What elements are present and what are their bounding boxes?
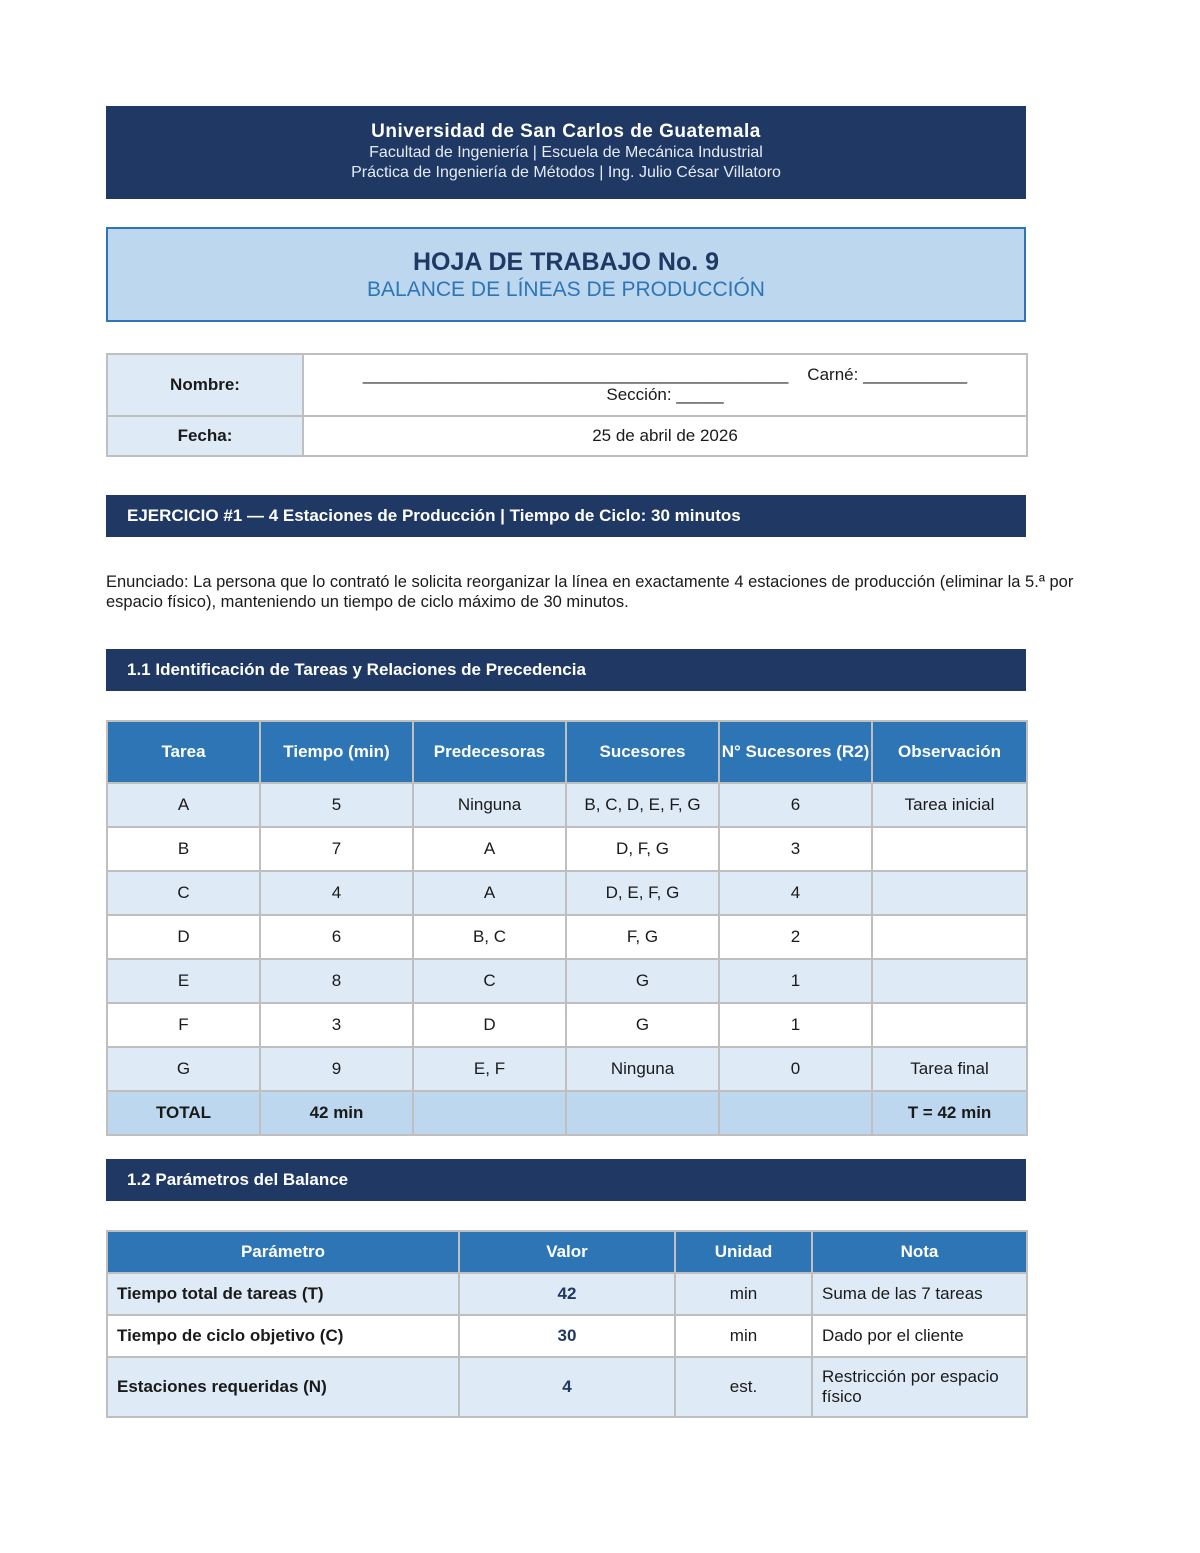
worksheet-title-box <box>106 227 1026 322</box>
university-header <box>106 106 1026 199</box>
table-cell: 7 <box>260 827 413 871</box>
table-cell: D <box>107 915 260 959</box>
table-cell <box>872 827 1027 871</box>
param-value: 42 <box>459 1273 675 1315</box>
table-cell <box>872 1003 1027 1047</box>
table-cell: 6 <box>719 783 872 827</box>
col-header-sucesores: Sucesores <box>566 721 719 783</box>
table-cell: Tarea final <box>872 1047 1027 1091</box>
total-row <box>107 1091 1027 1135</box>
nombre-row <box>107 354 1027 416</box>
table-cell <box>566 1091 719 1135</box>
faculty-line: Facultad de Ingeniería | Escuela de Mecánica Industrial <box>369 144 763 161</box>
param-name: Tiempo total de tareas (T) <box>107 1273 459 1315</box>
table-cell: E <box>107 959 260 1003</box>
parameters-table <box>106 1230 1028 1418</box>
table-cell: D <box>413 1003 566 1047</box>
carne-blank: ___________ <box>863 365 968 384</box>
exercise-statement: Enunciado: La persona que lo contrató le solicita reorganizar la línea en exactamente 4 estaciones de producción (eliminar la 5.ª por espacio físico), manteniendo un tiempo de ciclo máximo de 30 minutos. <box>106 573 1074 611</box>
col-header-valor: Valor <box>459 1231 675 1273</box>
table-row <box>107 1273 1027 1315</box>
carne-label: Carné: <box>807 365 859 384</box>
table-cell: G <box>107 1047 260 1091</box>
table-cell: 1 <box>719 1003 872 1047</box>
table-cell: 4 <box>260 871 413 915</box>
parameters-header-row <box>107 1231 1027 1273</box>
table-cell: C <box>413 959 566 1003</box>
table-cell: D, F, G <box>566 827 719 871</box>
param-name: Tiempo de ciclo objetivo (C) <box>107 1315 459 1357</box>
table-cell: Tarea inicial <box>872 783 1027 827</box>
nombre-blank: _____________________________________________ <box>362 365 789 384</box>
table-cell: A <box>413 871 566 915</box>
table-cell: 3 <box>719 827 872 871</box>
table-cell: 2 <box>719 915 872 959</box>
exercise-title-bar: EJERCICIO #1 — 4 Estaciones de Producción | Tiempo de Ciclo: 30 minutos <box>106 495 1026 537</box>
table-row <box>107 1047 1027 1091</box>
course-line: Práctica de Ingeniería de Métodos | Ing. Julio César Villatoro <box>351 164 781 181</box>
col-header-observacion: Observación <box>872 721 1027 783</box>
col-header-unidad: Unidad <box>675 1231 812 1273</box>
table-cell: F <box>107 1003 260 1047</box>
student-info-table <box>106 353 1028 457</box>
table-cell: B <box>107 827 260 871</box>
table-cell: G <box>566 1003 719 1047</box>
table-row <box>107 959 1027 1003</box>
section-1-1-title-bar: 1.1 Identificación de Tareas y Relaciones de Precedencia <box>106 649 1026 691</box>
param-unit: min <box>675 1273 812 1315</box>
university-name: Universidad de San Carlos de Guatemala <box>371 121 761 142</box>
total-time: 42 min <box>260 1091 413 1135</box>
table-cell: 0 <box>719 1047 872 1091</box>
param-note: Suma de las 7 tareas <box>812 1273 1027 1315</box>
param-value: 30 <box>459 1315 675 1357</box>
table-cell: G <box>566 959 719 1003</box>
param-note: Dado por el cliente <box>812 1315 1027 1357</box>
worksheet-title: HOJA DE TRABAJO No. 9 <box>412 248 720 276</box>
table-cell: A <box>107 783 260 827</box>
table-row <box>107 915 1027 959</box>
fecha-row <box>107 416 1027 456</box>
seccion-label: Sección: <box>606 385 672 404</box>
table-cell: 5 <box>260 783 413 827</box>
seccion-blank: _____ <box>676 385 724 404</box>
param-name: Estaciones requeridas (N) <box>107 1357 459 1417</box>
col-header-n-sucesores: N° Sucesores (R2) <box>719 721 872 783</box>
table-cell: Ninguna <box>413 783 566 827</box>
table-cell: E, F <box>413 1047 566 1091</box>
table-row <box>107 783 1027 827</box>
table-cell <box>413 1091 566 1135</box>
table-row <box>107 871 1027 915</box>
table-row <box>107 1003 1027 1047</box>
col-header-tarea: Tarea <box>107 721 260 783</box>
tasks-table <box>106 720 1028 1136</box>
table-cell: 8 <box>260 959 413 1003</box>
col-header-nota: Nota <box>812 1231 1027 1273</box>
table-cell: 4 <box>719 871 872 915</box>
table-row <box>107 827 1027 871</box>
nombre-label: Nombre: <box>107 354 303 416</box>
table-cell: B, C, D, E, F, G <box>566 783 719 827</box>
section-1-2-title-bar: 1.2 Parámetros del Balance <box>106 1159 1026 1201</box>
table-cell <box>872 871 1027 915</box>
col-header-parametro: Parámetro <box>107 1231 459 1273</box>
col-header-tiempo: Tiempo (min) <box>260 721 413 783</box>
param-unit: est. <box>675 1357 812 1417</box>
param-note: Restricción por espacio físico <box>812 1357 1027 1417</box>
table-cell: 6 <box>260 915 413 959</box>
table-row <box>107 1357 1027 1417</box>
fecha-label: Fecha: <box>107 416 303 456</box>
col-header-predecesoras: Predecesoras <box>413 721 566 783</box>
table-cell: B, C <box>413 915 566 959</box>
total-summary: T = 42 min <box>872 1091 1027 1135</box>
fecha-value: 25 de abril de 2026 <box>303 416 1027 456</box>
table-cell <box>872 915 1027 959</box>
table-cell: 3 <box>260 1003 413 1047</box>
total-label: TOTAL <box>107 1091 260 1135</box>
table-cell: Ninguna <box>566 1047 719 1091</box>
table-cell: 9 <box>260 1047 413 1091</box>
table-cell: C <box>107 871 260 915</box>
table-row <box>107 1315 1027 1357</box>
table-cell <box>872 959 1027 1003</box>
worksheet-subtitle: BALANCE DE LÍNEAS DE PRODUCCIÓN <box>367 278 765 301</box>
table-cell: A <box>413 827 566 871</box>
nombre-field[interactable] <box>303 354 1027 416</box>
table-cell: 1 <box>719 959 872 1003</box>
table-cell: F, G <box>566 915 719 959</box>
table-cell <box>719 1091 872 1135</box>
tasks-header-row <box>107 721 1027 783</box>
param-value: 4 <box>459 1357 675 1417</box>
table-cell: D, E, F, G <box>566 871 719 915</box>
param-unit: min <box>675 1315 812 1357</box>
